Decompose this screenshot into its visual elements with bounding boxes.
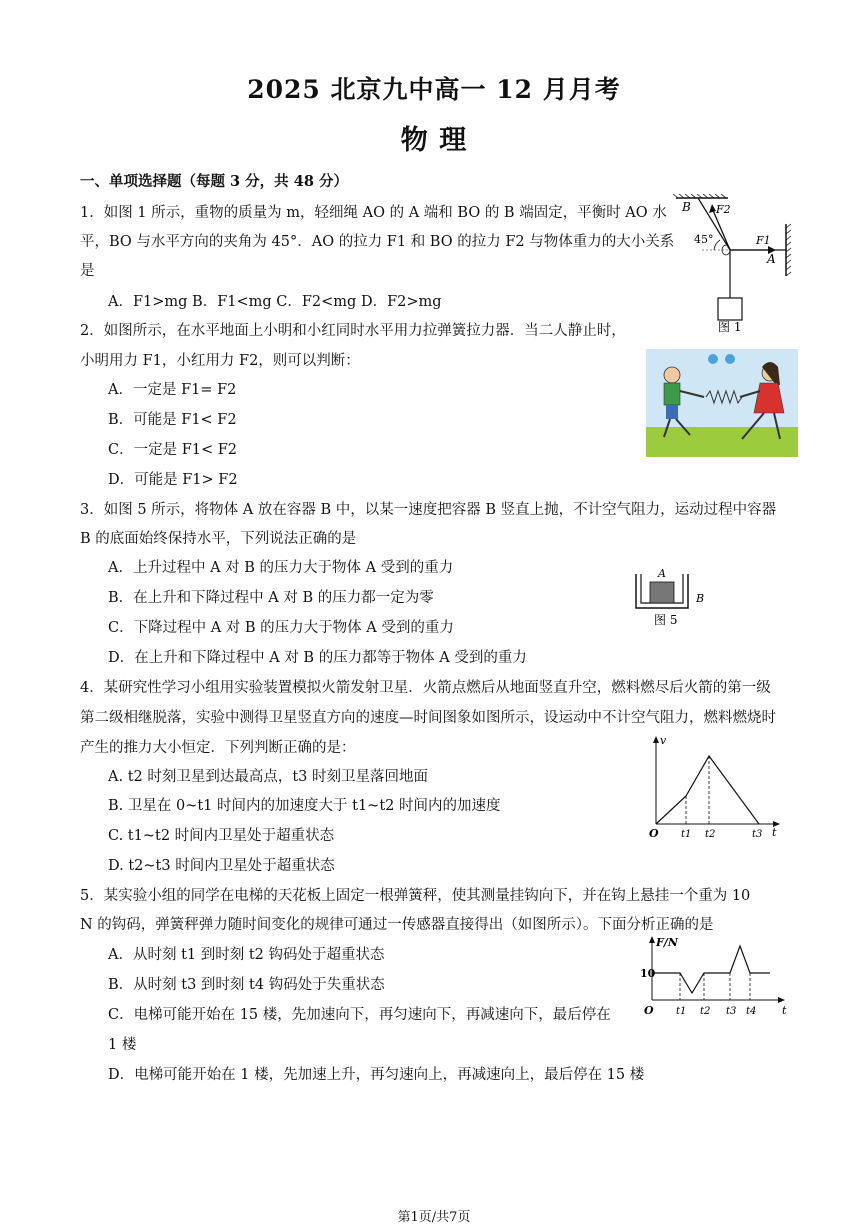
q2-option-d: D．可能是 F1> F2 [108,472,238,488]
q3-line1: 3．如图 5 所示，将物体 A 放在容器 B 中，以某一速度把容器 B 竖直上抛，不计空气阻力，运动过程中容器 [80,502,777,518]
label-b: B [682,200,691,214]
t-axis-arrow [778,997,785,1003]
q4-option-b: B. 卫星在 0~t1 时间内的加速度大于 t1~t2 时间内的加速度 [108,798,501,814]
q1-line1: 1．如图 1 所示，重物的质量为 m，轻细绳 AO 的 A 端和 BO 的 B 端固定，平衡时 AO 水 [80,205,667,221]
label-o: O [649,827,659,840]
object-a [650,582,674,603]
label-t4: t4 [746,1006,757,1017]
q5-option-c-line2: 1 楼 [108,1037,137,1053]
label-angle: 45° [694,233,714,246]
q2-line2: 小明用力 F1，小红用力 F2，则可以判断： [80,353,360,369]
label-a: A [767,252,776,266]
label-t2: t2 [705,829,716,840]
q4-line1: 4．某研究性学习小组用实验装置模拟火箭发射卫星．火箭点燃后从地面竖直升空，燃料燃尽后火箭的第一级 [80,680,771,696]
q1-line3: 是 [80,263,95,279]
fig1-caption: 图 1 [718,320,742,334]
label-v: v [660,734,667,747]
label-o: O [644,1004,654,1017]
q3-figure [632,564,712,630]
q5-option-a: A．从时刻 t1 到时刻 t2 钩码处于超重状态 [108,947,385,963]
q4-option-a: A. t2 时刻卫星到达最高点，t3 时刻卫星落回地面 [108,769,429,785]
label-t1: t1 [676,1006,687,1017]
ft-line [652,946,770,993]
v-axis-arrow [653,736,659,743]
page-title: 2025 北京九中高一 12 月月考 [247,75,621,104]
q1-line2: 平，BO 与水平方向的夹角为 45°．AO 的拉力 F1 和 BO 的拉力 F2 与物体重力的大小关系 [80,234,675,250]
q5-option-b: B．从时刻 t3 到时刻 t4 钩码处于失重状态 [108,977,385,993]
fig5-caption: 图 5 [654,613,678,627]
label-t: t [782,1004,787,1017]
label-f2: F2 [716,203,731,216]
q1-figure [672,194,798,334]
q5-line1: 5．某实验小组的同学在电梯的天花板上固定一根弹簧秤，使其测量挂钩向下，并在钩上悬挂一个重为 10 [80,888,751,904]
grass [646,427,798,457]
label-10: 10 [640,967,656,980]
q2-figure-illustration [646,349,798,457]
q3-option-b: B．在上升和下降过程中 A 对 B 的压力都一定为零 [108,590,434,606]
q4-option-c: C. t1~t2 时间内卫星处于超重状态 [108,828,335,844]
q3-option-d: D．在上升和下降过程中 A 对 B 的压力都等于物体 A 受到的重力 [108,650,527,666]
q4-option-d: D. t2~t3 时间内卫星处于超重状态 [108,858,335,874]
label-t3: t3 [726,1006,737,1017]
vt-line [656,756,759,824]
q4-line3: 产生的推力大小恒定．下列判断正确的是： [80,740,356,756]
q3-line2: B 的底面始终保持水平，下列说法正确的是 [80,531,357,547]
q3-option-a: A．上升过程中 A 对 B 的压力大于物体 A 受到的重力 [108,560,454,576]
label-a: A [658,567,666,580]
q1-options: A．F1>mg B．F1<mg C．F2<mg D．F2>mg [108,294,442,310]
f-axis-arrow [649,936,655,943]
label-b: B [696,592,705,605]
label-t2: t2 [700,1006,711,1017]
q5-ft-graph [640,932,792,1020]
label-t: t [772,826,777,839]
label-f1: F1 [756,234,771,247]
q5-option-d: D．电梯可能开始在 1 楼，先加速上升，再匀速向上，再减速向上，最后停在 15 楼 [108,1067,645,1083]
section-heading: 一、单项选择题（每题 3 分，共 48 分） [80,173,348,190]
label-t1: t1 [681,829,692,840]
q3-option-c: C．下降过程中 A 对 B 的压力大于物体 A 受到的重力 [108,620,454,636]
q5-option-c-line1: C．电梯可能开始在 15 楼，先加速向下，再匀速向下，再减速向下，最后停在 [108,1007,611,1023]
weight-block [718,298,742,320]
q5-line2: N 的钩码，弹簧秤弹力随时间变化的规律可通过一传感器直接得出（如图所示）。下面分析正确的是 [80,917,714,933]
q2-line1: 2．如图所示，在水平地面上小明和小红同时水平用力拉弹簧拉力器．当二人静止时， [80,323,626,339]
q4-vt-graph [646,732,786,840]
q2-option-c: C．一定是 F1< F2 [108,442,238,458]
angle-arc [714,240,720,250]
spring-handle-left [708,354,718,364]
q2-option-b: B．可能是 F1< F2 [108,412,237,428]
label-t3: t3 [752,829,763,840]
q2-option-a: A．一定是 F1= F2 [108,382,237,398]
spring-handle-right [725,354,735,364]
subject-title: 物 理 [400,125,468,156]
label-fn: F/N [656,936,678,949]
arrow-f2-head [709,204,716,213]
page-number: 第1页/共7页 [397,1210,471,1225]
q4-line2: 第二级相继脱落，实验中测得卫星竖直方向的速度—时间图象如图所示，设运动中不计空气阻力，燃料燃烧时 [80,710,776,726]
